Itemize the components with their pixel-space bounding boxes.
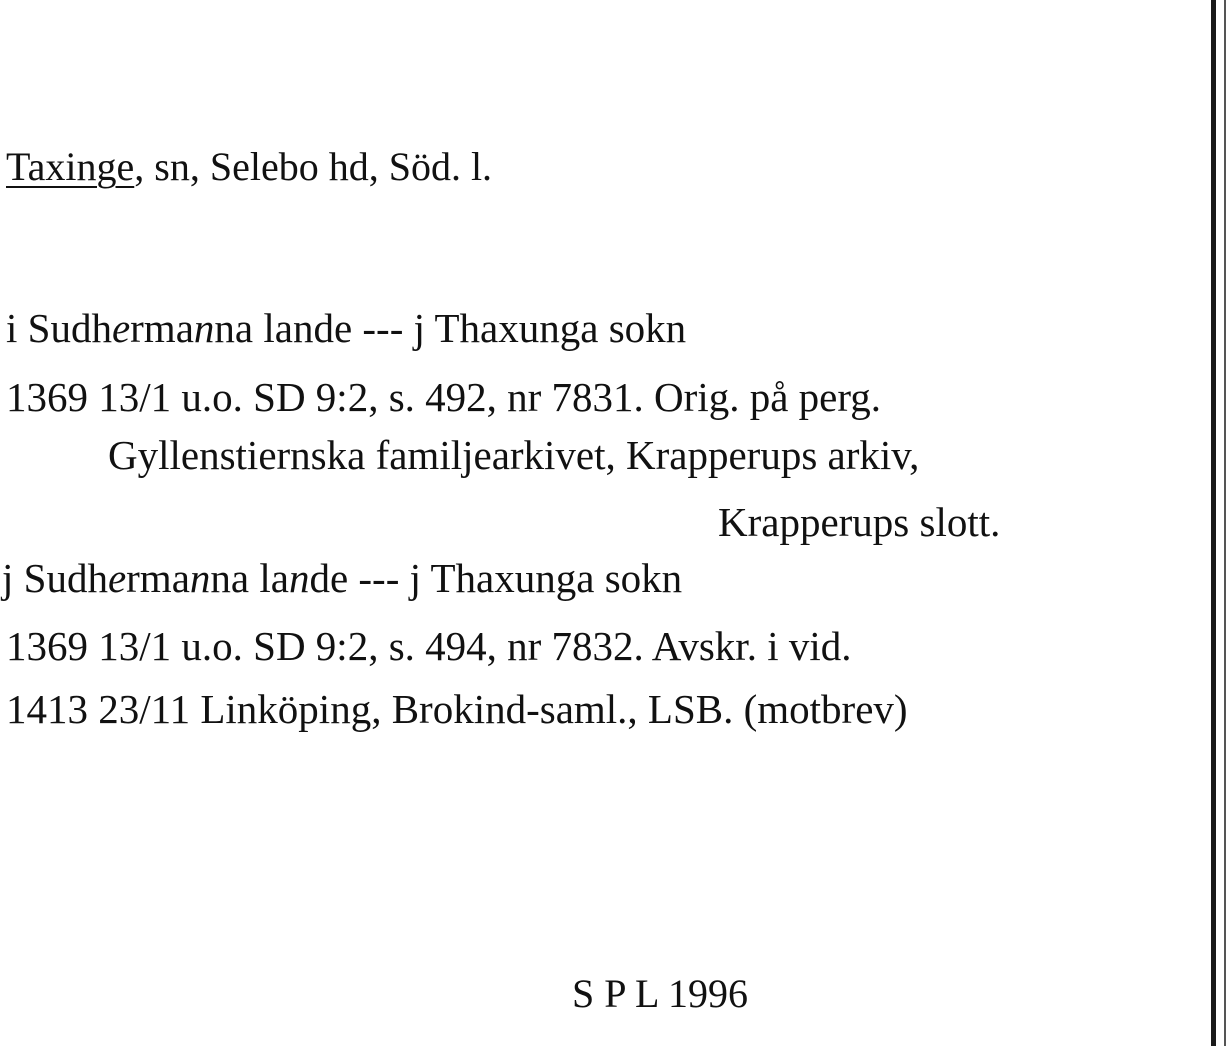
expanded-letter: n xyxy=(189,555,211,601)
expanded-letter: n xyxy=(288,555,310,601)
text-segment: na la xyxy=(210,555,289,601)
expanded-letter: e xyxy=(111,305,131,351)
text-segment: rma xyxy=(130,305,194,351)
citation-line-3: 1413 23/11 Linköping, Brokind-saml., LSB. (motbrev) xyxy=(6,686,908,732)
card-edge-line xyxy=(1211,0,1216,1046)
archive-location-line: Krapperups slott. xyxy=(718,499,1001,545)
text-segment: i Sudh xyxy=(6,305,112,351)
text-segment: na lande --- j Thaxunga sokn xyxy=(214,305,687,351)
source-form-line-2 xyxy=(2,554,682,602)
parish-location: , sn, Selebo hd, Söd. l. xyxy=(134,144,493,189)
citation-line-2: 1369 13/1 u.o. SD 9:2, s. 494, nr 7832. Avskr. i vid. xyxy=(6,623,852,669)
text-segment: de --- j Thaxunga sokn xyxy=(309,555,683,601)
expanded-letter: e xyxy=(107,555,127,601)
card-signature: S P L 1996 xyxy=(572,971,748,1016)
archive-line: Gyllenstiernska familjearkivet, Krapperups arkiv, xyxy=(108,432,920,478)
card-edge-shadow xyxy=(1224,0,1226,1046)
expanded-letter: n xyxy=(193,305,215,351)
text-segment: j Sudh xyxy=(2,555,108,601)
text-segment: rma xyxy=(126,555,190,601)
parish-name: Taxinge xyxy=(6,144,135,189)
source-form-line-1 xyxy=(6,304,686,352)
card-heading xyxy=(6,143,492,191)
citation-line-1: 1369 13/1 u.o. SD 9:2, s. 492, nr 7831. Orig. på perg. xyxy=(6,374,882,420)
